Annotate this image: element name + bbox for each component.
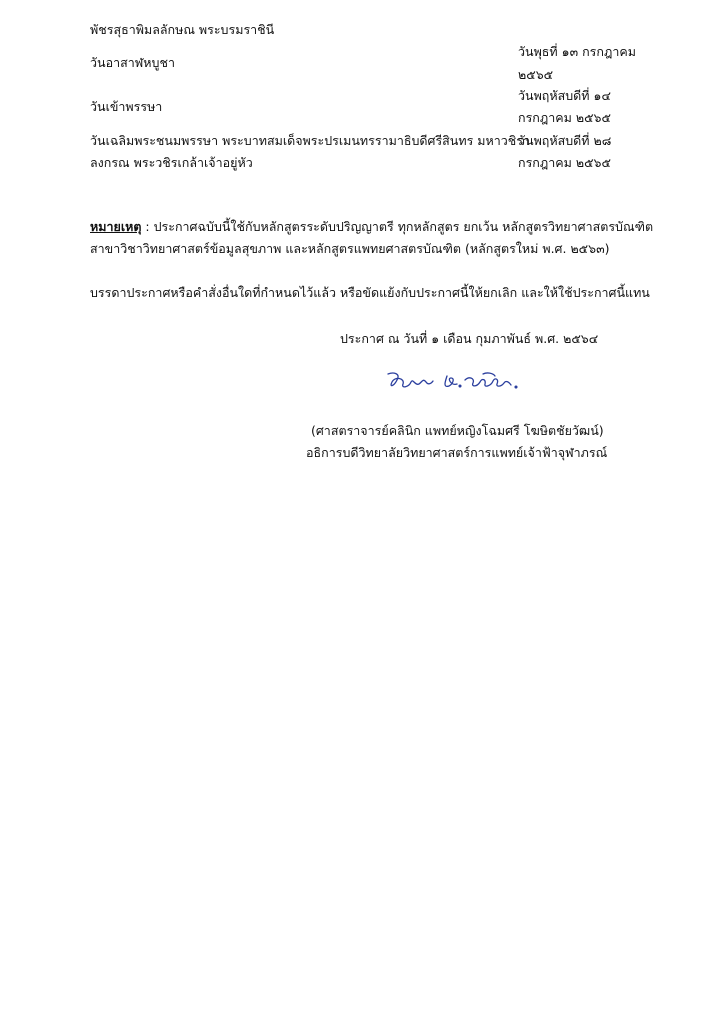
holiday-date-line: ๒๕๖๕ xyxy=(518,67,554,82)
holiday-date-line: กรกฎาคม ๒๕๖๕ xyxy=(518,155,611,170)
signatory-name: (ศาสตราจารย์คลินิก แพทย์หญิงโฉมศรี โฆษิตชัยวัฒน์) xyxy=(311,423,604,438)
handwritten-signature xyxy=(385,370,525,394)
holiday-name-king-birthday-cont: ลงกรณ พระวชิรเกล้าเจ้าอยู่หัว xyxy=(90,155,253,170)
holiday-date-line: วันพฤหัสบดีที่ ๒๘ xyxy=(518,133,612,148)
signatory-title: อธิการบดีวิทยาลัยวิทยาศาสตร์การแพทย์เจ้าฟ้าจุฬาภรณ์ xyxy=(306,445,608,460)
holiday-name-king-birthday: วันเฉลิมพระชนมพรรษา พระบาทสมเด็จพระปรเมนทรรามาธิบดีศรีสินทร มหาวชิรา xyxy=(90,133,531,148)
revocation-clause: บรรดาประกาศหรือคำสั่งอื่นใดที่กำหนดไว้แล้ว หรือขัดแย้งกับประกาศนี้ให้ยกเลิก และให้ใช้ประกาศนี้แทน xyxy=(90,285,650,300)
note-line-2: สาขาวิชาวิทยาศาสตร์ข้อมูลสุขภาพ และหลักสูตรแพทยศาสตรบัณฑิต (หลักสูตรใหม่ พ.ศ. ๒๕๖๓) xyxy=(90,241,610,256)
note-label: หมายเหตุ xyxy=(90,219,142,234)
holiday-date-line: วันพุธที่ ๑๓ กรกฎาคม xyxy=(518,44,636,59)
note-text: : ประกาศฉบับนี้ใช้กับหลักสูตรระดับปริญญาตรี ทุกหลักสูตร ยกเว้น หลักสูตรวิทยาศาสตรบัณฑิต xyxy=(141,219,654,234)
holiday-date-line: วันพฤหัสบดีที่ ๑๔ xyxy=(518,88,611,103)
holiday-name-queen: พัชรสุธาพิมลลักษณ พระบรมราชินี xyxy=(90,22,275,37)
note-line-1 xyxy=(90,219,653,235)
holiday-name-asarnha: วันอาสาฬหบูชา xyxy=(90,55,175,70)
holiday-name-khao-phansa: วันเข้าพรรษา xyxy=(90,99,163,114)
holiday-date-line: กรกฎาคม ๒๕๖๕ xyxy=(518,110,611,125)
announcement-date: ประกาศ ณ วันที่ ๑ เดือน กุมภาพันธ์ พ.ศ. ๒๕๖๔ xyxy=(340,331,599,346)
